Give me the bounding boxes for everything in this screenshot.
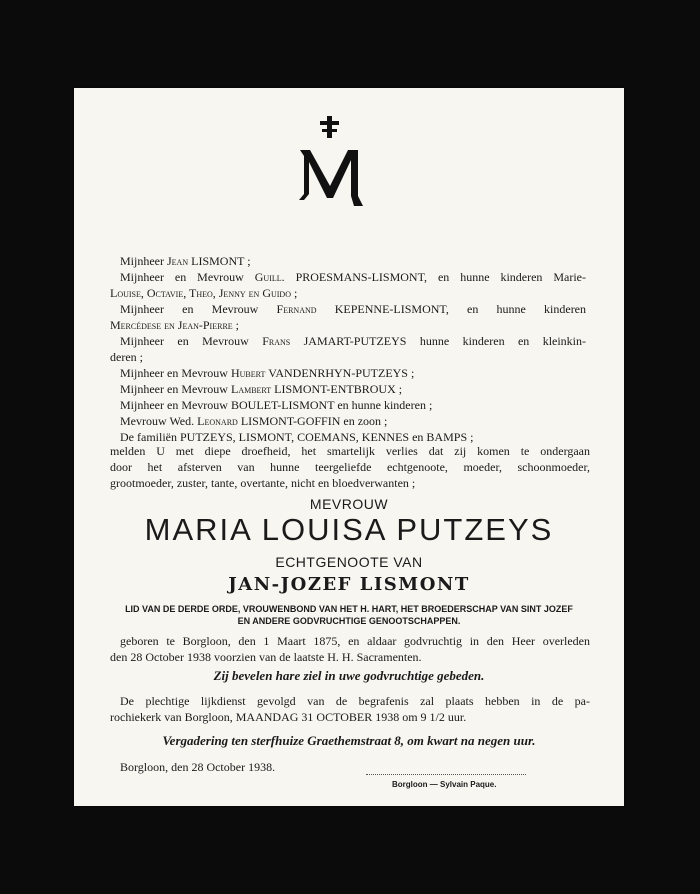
spouse-title: ECHTGENOOTE VAN [275,554,423,570]
birth-line: geboren te Borgloon, den 1 Maart 1875, en aldaar godvruchtig in den Heer overleden [120,634,590,648]
announcement-line: grootmoeder, zuster, tante, overtante, nicht en bloedverwanten ; [110,476,416,490]
announcement-text [110,443,590,491]
memberships-line: EN ANDERE GODVRUCHTIGE GENOOTSCHAPPEN. [237,616,461,626]
family-list [110,253,586,445]
family-line: Mijnheer en Mevrouw Fernand KEPENNE-LISMONT, en hunne kinderen [120,302,587,316]
death-line: den 28 October 1938 voorzien van de laatste H. H. Sacramenten. [110,650,422,664]
prayer-line: Zij bevelen hare ziel in uwe godvruchtige gebeden. [213,668,485,683]
service-line: rochiekerk van Borgloon, MAANDAG 31 OCTOBER 1938 om 9 1/2 uur. [110,710,467,724]
printer-divider [366,774,526,775]
family-line: Mevrouw Wed. Leonard LISMONT-GOFFIN en zoon ; [120,414,388,428]
family-line: Mijnheer en Mevrouw Frans JAMART-PUTZEYS hunne kinderen en kleinkin- [120,334,587,348]
family-line-cont: Louise, Octavie, Theo, Jenny en Guido ; [110,286,298,300]
family-line: Mijnheer en Mevrouw BOULET-LISMONT en hunne kinderen ; [120,398,433,412]
family-line: Mijnheer en Mevrouw Lambert LISMONT-ENTBROUX ; [120,382,403,396]
family-line: Mijnheer en Mevrouw Guill. PROESMANS-LISMONT, en hunne kinderen Marie- [120,270,586,284]
announcement-line: door het afsterven van hunne teergeliefde echtgenoote, moeder, schoonmoeder, [110,460,590,474]
deceased-name: MARIA LOUISA PUTZEYS [144,512,554,547]
birth-death-text [110,633,590,665]
spouse-name: JAN-JOZEF LISMONT [228,574,470,595]
family-line: Mijnheer Jean LISMONT ; [120,254,251,268]
place-date-line: Borgloon, den 28 October 1938. [120,760,276,774]
family-line: De familiën PUTZEYS, LISMONT, COEMANS, KENNES en BAMPS ; [120,430,474,444]
service-line: De plechtige lijkdienst gevolgd van de begrafenis zal plaats hebben in de pa- [120,694,590,708]
family-line: Mijnheer en Mevrouw Hubert VANDENRHYN-PUTZEYS ; [120,366,415,380]
deceased-title: MEVROUW [309,496,389,512]
printer-credit: Borgloon — Sylvain Paque. [392,780,497,789]
funeral-service-text [110,693,590,725]
meeting-line: Vergadering ten sterfhuize Graethemstraat 8, om kwart na negen uur. [162,733,536,748]
family-line-cont: Mercédese en Jean-Pierre ; [110,318,240,332]
memberships-line: LID VAN DE DERDE ORDE, VROUWENBOND VAN HET H. HART, HET BROEDERSCHAP VAN SINT JOZEF [125,604,573,614]
memberships [74,603,624,627]
cross-m-monogram-icon [296,114,364,210]
family-line-cont: deren ; [110,350,143,364]
funeral-notice-card [74,88,624,806]
announcement-line: melden U met diepe droefheid, het smartelijk verlies dat zij komen te ondergaan [110,444,590,458]
